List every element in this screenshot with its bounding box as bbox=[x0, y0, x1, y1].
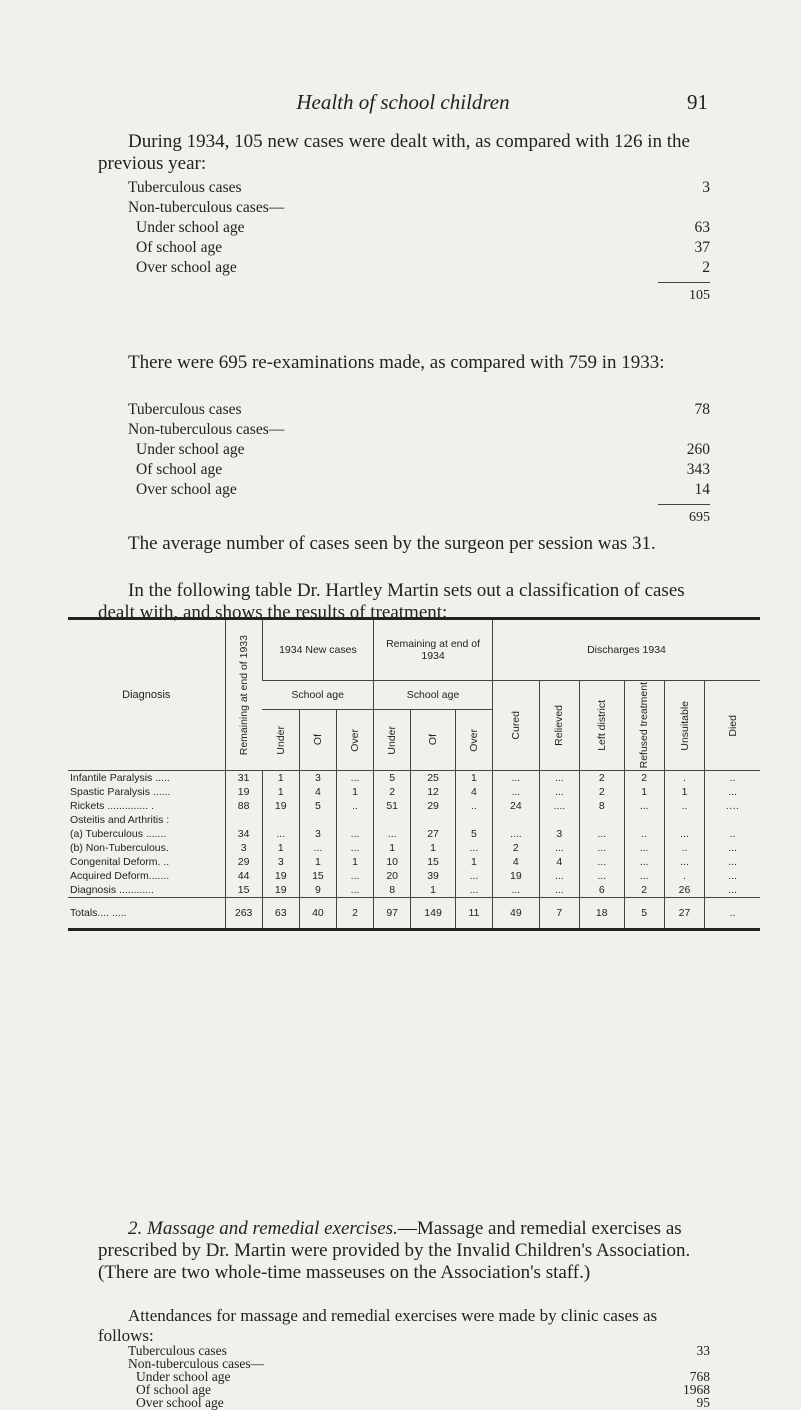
table-cell: ... bbox=[579, 841, 624, 855]
table-cell: 24 bbox=[492, 799, 539, 813]
table-cell: ... bbox=[455, 869, 492, 883]
table-cell: 2 bbox=[492, 841, 539, 855]
table-cell: 1 bbox=[664, 785, 704, 799]
table-cell bbox=[579, 813, 624, 827]
table-row bbox=[68, 799, 760, 813]
table-cell: 19 bbox=[225, 785, 262, 799]
table-cell: ... bbox=[299, 841, 336, 855]
list-item: Non-tuberculous cases— bbox=[128, 199, 285, 216]
table-cell: 19 bbox=[262, 799, 299, 813]
table-cell: 8 bbox=[374, 883, 411, 898]
table-cell: ... bbox=[539, 785, 579, 799]
table-cell: 31 bbox=[225, 771, 262, 786]
table-row bbox=[68, 841, 760, 855]
table-cell: 49 bbox=[492, 898, 539, 930]
table-cell: ... bbox=[492, 883, 539, 898]
table-cell: .. bbox=[455, 799, 492, 813]
table-row bbox=[68, 855, 760, 869]
table-cell: 15 bbox=[411, 855, 456, 869]
table-row bbox=[68, 869, 760, 883]
table-cell: ... bbox=[579, 855, 624, 869]
table-cell: 51 bbox=[374, 799, 411, 813]
list-item: Non-tuberculous cases— bbox=[128, 1356, 265, 1371]
diagnosis-cell: Spastic Paralysis ...... bbox=[70, 786, 171, 798]
table-cell: 1 bbox=[262, 841, 299, 855]
diagnosis-cell: Acquired Deform....... bbox=[70, 870, 170, 882]
diagnosis-cell: Osteitis and Arthritis : bbox=[70, 814, 170, 826]
table-cell bbox=[664, 813, 704, 827]
of-header: Of bbox=[299, 710, 336, 771]
table-row bbox=[68, 883, 760, 898]
table-cell: ... bbox=[262, 827, 299, 841]
new-cases-list bbox=[128, 178, 710, 308]
table-cell bbox=[225, 813, 262, 827]
table-cell: 44 bbox=[225, 869, 262, 883]
table-cell: 3 bbox=[299, 771, 336, 786]
table-cell: 2 bbox=[579, 785, 624, 799]
school-age-header: School age bbox=[262, 681, 373, 710]
table-cell: 18 bbox=[579, 898, 624, 930]
table-cell: 3 bbox=[539, 827, 579, 841]
table-cell bbox=[374, 813, 411, 827]
table-cell: 25 bbox=[411, 771, 456, 786]
table-cell: 8 bbox=[579, 799, 624, 813]
table-cell: 4 bbox=[299, 785, 336, 799]
table-cell: .. bbox=[705, 827, 760, 841]
table-cell: 34 bbox=[225, 827, 262, 841]
discharges-header: Discharges 1934 bbox=[492, 619, 760, 681]
unsuitable-header: Unsuitable bbox=[664, 681, 704, 771]
table-cell: 3 bbox=[262, 855, 299, 869]
table-cell: ... bbox=[624, 855, 664, 869]
table-cell: 1 bbox=[299, 855, 336, 869]
table-cell: ... bbox=[705, 855, 760, 869]
page-number: 91 bbox=[687, 90, 708, 114]
table-cell: 3 bbox=[299, 827, 336, 841]
table-cell: ... bbox=[539, 883, 579, 898]
new-cases-header: 1934 New cases bbox=[262, 619, 373, 681]
diagnosis-cell: Congenital Deform. .. bbox=[70, 856, 170, 868]
attendance-list bbox=[128, 1344, 710, 1409]
table-cell: 5 bbox=[455, 827, 492, 841]
table-cell: ... bbox=[539, 841, 579, 855]
table-cell: ... bbox=[539, 771, 579, 786]
table-cell: . bbox=[664, 771, 704, 786]
table-cell: 19 bbox=[492, 869, 539, 883]
died-header: Died bbox=[705, 681, 760, 771]
list-item: Over school age 14 bbox=[136, 481, 710, 498]
table-cell: ... bbox=[624, 869, 664, 883]
table-cell: 9 bbox=[299, 883, 336, 898]
table-totals-row bbox=[68, 898, 760, 930]
list-item: Tuberculous cases 78 bbox=[128, 401, 710, 418]
table-cell: ... bbox=[705, 883, 760, 898]
table-cell: 1 bbox=[336, 785, 373, 799]
table-cell: .… bbox=[705, 799, 760, 813]
table-cell: 2 bbox=[374, 785, 411, 799]
massage-title: 2. Massage and remedial exercises. bbox=[128, 1218, 398, 1239]
table-cell: ... bbox=[336, 883, 373, 898]
table-cell: .. bbox=[664, 799, 704, 813]
table-cell: 1 bbox=[262, 785, 299, 799]
table-cell: 4 bbox=[492, 855, 539, 869]
table-cell bbox=[539, 813, 579, 827]
table-cell: ... bbox=[579, 869, 624, 883]
table-cell: ... bbox=[336, 869, 373, 883]
classification-table bbox=[68, 617, 760, 931]
table-cell: 63 bbox=[262, 898, 299, 930]
table-cell: ... bbox=[705, 841, 760, 855]
table-cell: 10 bbox=[374, 855, 411, 869]
list-total: 695 bbox=[128, 500, 710, 530]
table-cell: 5 bbox=[374, 771, 411, 786]
table-cell: ... bbox=[492, 771, 539, 786]
table-cell: 39 bbox=[411, 869, 456, 883]
left-district-header: Left district bbox=[579, 681, 624, 771]
table-cell: 4 bbox=[455, 785, 492, 799]
table-cell: 1 bbox=[262, 771, 299, 786]
table-cell: ... bbox=[336, 771, 373, 786]
table-cell bbox=[299, 813, 336, 827]
table-cell: 15 bbox=[299, 869, 336, 883]
table-cell: .... bbox=[539, 799, 579, 813]
diagnosis-header: Diagnosis bbox=[68, 619, 225, 771]
table-cell: ... bbox=[579, 827, 624, 841]
list-item: Over school age 2 bbox=[136, 259, 710, 276]
table-cell: 29 bbox=[411, 799, 456, 813]
table-cell: 2 bbox=[624, 771, 664, 786]
under-header: Under bbox=[374, 710, 411, 771]
table-cell: ... bbox=[374, 827, 411, 841]
table-cell: 20 bbox=[374, 869, 411, 883]
table-intro-paragraph: In the following table Dr. Hartley Martin sets out a classification of cases dealt with, and shows the results of treatment: bbox=[98, 580, 685, 623]
of-header: Of bbox=[411, 710, 456, 771]
table-cell: . bbox=[664, 869, 704, 883]
table-cell: .... bbox=[492, 827, 539, 841]
table-cell: ... bbox=[624, 841, 664, 855]
table-cell bbox=[262, 813, 299, 827]
table-cell: .. bbox=[624, 827, 664, 841]
table-cell: ... bbox=[336, 827, 373, 841]
table-cell: 1 bbox=[336, 855, 373, 869]
list-item: Tuberculous cases 33 bbox=[128, 1343, 710, 1358]
table-cell bbox=[492, 813, 539, 827]
table-cell: 263 bbox=[225, 898, 262, 930]
diagnosis-cell: Infantile Paralysis ..... bbox=[70, 772, 170, 784]
table-cell: ... bbox=[664, 855, 704, 869]
table-cell: 5 bbox=[624, 898, 664, 930]
table-cell: 19 bbox=[262, 869, 299, 883]
remaining-1933-header: Remaining at end of 1933 bbox=[225, 619, 262, 771]
table-cell: 27 bbox=[664, 898, 704, 930]
remaining-1934-header: Remaining at end of 1934 bbox=[374, 619, 493, 681]
table-cell bbox=[336, 813, 373, 827]
table-cell: ... bbox=[336, 841, 373, 855]
running-title: Health of school children bbox=[296, 90, 510, 114]
list-item: Of school age 1968 bbox=[136, 1382, 710, 1397]
table-cell: ... bbox=[492, 785, 539, 799]
table-cell: 1 bbox=[374, 841, 411, 855]
table-cell: 97 bbox=[374, 898, 411, 930]
table-row bbox=[68, 785, 760, 799]
table-cell: 2 bbox=[624, 883, 664, 898]
list-item: Tuberculous cases 3 bbox=[128, 179, 710, 196]
table-cell: ... bbox=[664, 827, 704, 841]
table-row bbox=[68, 813, 760, 827]
table-cell: 12 bbox=[411, 785, 456, 799]
table-cell bbox=[455, 813, 492, 827]
refused-treatment-header: Refused treatment bbox=[624, 681, 664, 771]
table-cell bbox=[705, 813, 760, 827]
re-examinations-list bbox=[128, 400, 710, 530]
table-cell: 40 bbox=[299, 898, 336, 930]
table-cell: 3 bbox=[225, 841, 262, 855]
table-cell: 15 bbox=[225, 883, 262, 898]
table-cell bbox=[624, 813, 664, 827]
list-total: 105 bbox=[128, 278, 710, 308]
table-cell: 11 bbox=[455, 898, 492, 930]
average-paragraph: The average number of cases seen by the surgeon per session was 31. bbox=[128, 533, 656, 554]
table-cell: 29 bbox=[225, 855, 262, 869]
list-item: Under school age 768 bbox=[136, 1369, 710, 1384]
diagnosis-cell: (a) Tuberculous ....... bbox=[70, 828, 167, 840]
table-cell: ... bbox=[455, 841, 492, 855]
table-cell: 26 bbox=[664, 883, 704, 898]
table-cell: ... bbox=[539, 869, 579, 883]
diagnosis-cell: (b) Non-Tuberculous. bbox=[70, 842, 169, 854]
cured-header: Cured bbox=[492, 681, 539, 771]
table-cell: 1 bbox=[411, 883, 456, 898]
over-header: Over bbox=[455, 710, 492, 771]
list-item: Under school age 260 bbox=[136, 441, 710, 458]
massage-text: —Massage and remedial exercises as prescribed by Dr. Martin were provided by the Invalid Children's Association. (There are two whole-time masseuses on the Association's staff.) bbox=[98, 1218, 691, 1283]
diagnosis-cell: Rickets .............. . bbox=[70, 800, 155, 812]
table-cell: 1 bbox=[624, 785, 664, 799]
table-cell: ... bbox=[705, 785, 760, 799]
relieved-header: Relieved bbox=[539, 681, 579, 771]
table-cell: 4 bbox=[539, 855, 579, 869]
table-cell: ... bbox=[705, 869, 760, 883]
table-row bbox=[68, 771, 760, 786]
table-cell: .. bbox=[336, 799, 373, 813]
massage-paragraph bbox=[98, 1218, 710, 1284]
list-item: Over school age 95 bbox=[136, 1395, 710, 1410]
table-cell: 2 bbox=[579, 771, 624, 786]
list-item: Non-tuberculous cases— bbox=[128, 421, 285, 438]
school-age-header: School age bbox=[374, 681, 493, 710]
table-cell: 7 bbox=[539, 898, 579, 930]
diagnosis-cell: Totals.... ..... bbox=[68, 898, 225, 930]
list-item: Under school age 63 bbox=[136, 219, 710, 236]
under-header: Under bbox=[262, 710, 299, 771]
table-cell: 27 bbox=[411, 827, 456, 841]
list-item: Of school age 343 bbox=[136, 461, 710, 478]
table-cell: 1 bbox=[455, 771, 492, 786]
diagnosis-cell: Diagnosis ............ bbox=[70, 884, 155, 896]
table-cell: .. bbox=[705, 898, 760, 930]
intro-paragraph-2: There were 695 re-examinations made, as compared with 759 in 1933: bbox=[128, 352, 665, 373]
table-cell: ... bbox=[624, 799, 664, 813]
table-cell: 88 bbox=[225, 799, 262, 813]
table-row bbox=[68, 827, 760, 841]
table-cell: 5 bbox=[299, 799, 336, 813]
table-cell: .. bbox=[664, 841, 704, 855]
running-header bbox=[98, 90, 708, 118]
table-cell: 1 bbox=[411, 841, 456, 855]
over-header: Over bbox=[336, 710, 373, 771]
table-cell: 1 bbox=[455, 855, 492, 869]
table-cell: .. bbox=[705, 771, 760, 786]
table-cell bbox=[411, 813, 456, 827]
table-cell: 19 bbox=[262, 883, 299, 898]
intro-paragraph-1: During 1934, 105 new cases were dealt with, as compared with 126 in the previous year: bbox=[98, 131, 690, 174]
table-cell: 149 bbox=[411, 898, 456, 930]
list-item: Of school age 37 bbox=[136, 239, 710, 256]
table-cell: ... bbox=[455, 883, 492, 898]
attendance-intro: Attendances for massage and remedial exercises were made by clinic cases as follows: bbox=[98, 1306, 658, 1345]
table-cell: 2 bbox=[336, 898, 373, 930]
table-cell: 6 bbox=[579, 883, 624, 898]
